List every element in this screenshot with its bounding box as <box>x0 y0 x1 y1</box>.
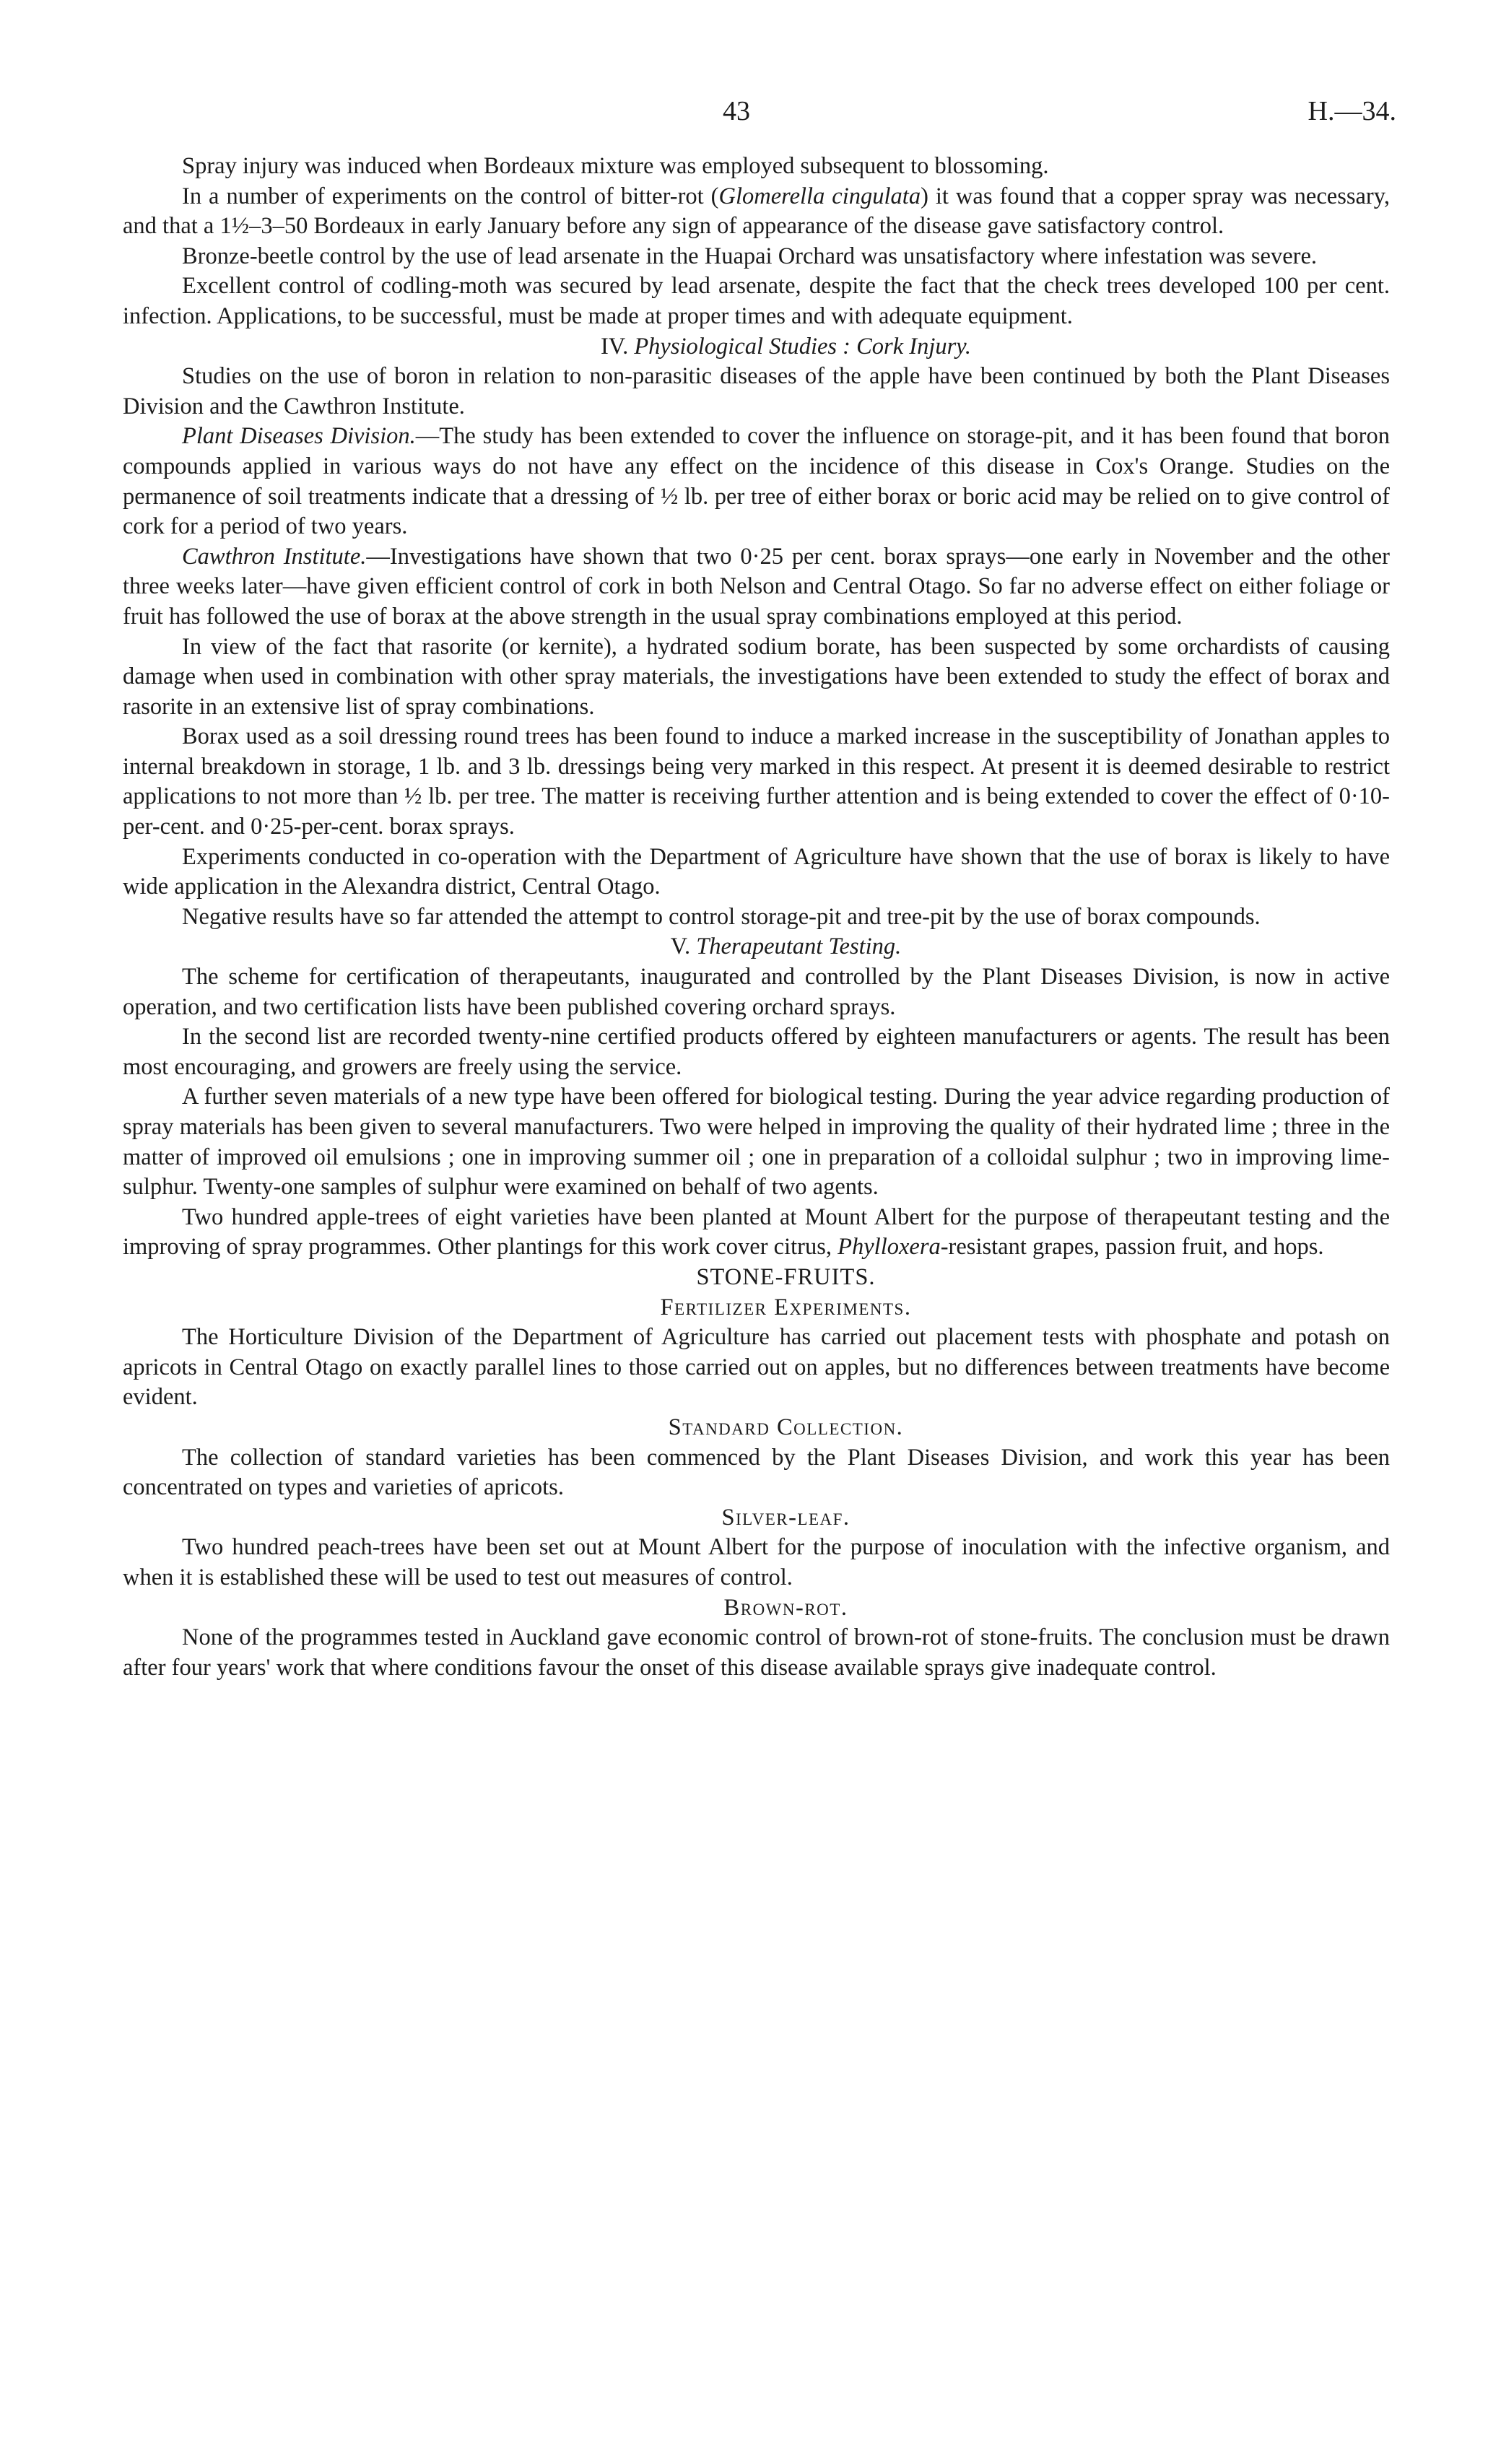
paragraph-fertilizer-experiments: The Horticulture Division of the Department of Agriculture has carried out placement tests with phosphate and potash on apricots in Central Otago on exactly parallel lines to those carried out on apples, but no differences between treatments have become evident. <box>123 1324 1390 1411</box>
paragraph-certification-scheme: The scheme for certification of therapeutants, inaugurated and controlled by the Plant Diseases Division, is now in active operation, and two certification lists have been published covering orchard sprays. <box>123 964 1390 1020</box>
paragraph-lead-in: Cawthron Institute. <box>182 543 367 570</box>
text-fragment: ) it was found that a copper spray was necessary, and that a 1½–3–50 Bordeaux in early January before any sign of appearance of the disease gave satisfactory control. <box>123 183 1390 240</box>
silver-leaf-heading: Silver-leaf. <box>721 1504 850 1531</box>
section-numeral: IV. <box>600 333 629 360</box>
text-fragment: —Investigations have shown that two 0·25 per cent. borax sprays—one early in November and the other three weeks later—have given efficient control of cork in both Nelson and Central Otago. So far no adverse effect on either foliage or fruit has followed the use of borax at the above strength in the usual spray combinations employed at this period. <box>123 543 1390 630</box>
genus-name: Phylloxera <box>837 1234 941 1261</box>
text-fragment: Two hundred apple-trees of eight varieties have been planted at Mount Albert for the purpose of therapeutant testing and the improving of spray programmes. Other plantings for this work cover citrus, <box>123 1203 1390 1261</box>
paragraph-bitter-rot <box>123 182 1390 242</box>
paragraph-rasorite: In view of the fact that rasorite (or kernite), a hydrated sodium borate, has been suspected by some orchardists of causing damage when used in combination with other spray materials, the investigations have been extended to study the effect of borax and rasorite in an extensive list of spray combinations. <box>123 633 1390 720</box>
paragraph-standard-collection: The collection of standard varieties has been commenced by the Plant Diseases Division, and work this year has been concentrated on types and varieties of apricots. <box>123 1444 1390 1501</box>
document-reference: H.—34. <box>1308 96 1396 126</box>
paragraph-second-list: In the second list are recorded twenty-nine certified products offered by eighteen manufacturers or agents. The result has been most encouraging, and growers are freely using the service. <box>123 1024 1390 1080</box>
section-heading-therapeutant-testing <box>123 932 1390 962</box>
section-numeral: V. <box>670 933 691 960</box>
text-fragment: In a number of experiments on the control of bitter-rot ( <box>182 183 719 209</box>
section-title: Physiological Studies : Cork Injury. <box>634 333 972 360</box>
paragraph-silver-leaf: Two hundred peach-trees have been set out at Mount Albert for the purpose of inoculation with the infective organism, and when it is established these will be used to test out measures of control. <box>123 1534 1390 1590</box>
paragraph-new-materials: A further seven materials of a new type have been offered for biological testing. During the year advice regarding production of spray materials has been given to several manufacturers. Two were helped in improving the quality of their hydrated lime ; three in the matter of improved oil emulsions ; one in improving summer oil ; one in preparation of a colloidal sulphur ; two in improving lime-sulphur. Twenty-one samples of sulphur were examined on behalf of two agents. <box>123 1084 1390 1201</box>
section-heading-physiological-studies <box>123 332 1390 362</box>
paragraph-lead-in: Plant Diseases Division. <box>182 423 416 450</box>
section-title: Therapeutant Testing. <box>696 933 902 960</box>
page-number: 43 <box>723 96 750 126</box>
paragraph-boron-studies: Studies on the use of boron in relation to non-parasitic diseases of the apple have been continued by both the Plant Diseases Division and the Cawthron Institute. <box>123 363 1390 419</box>
stone-fruits-heading: STONE-FRUITS. <box>696 1263 876 1290</box>
paragraph-cawthron-institute <box>123 542 1390 632</box>
paragraph-spray-injury: Spray injury was induced when Bordeaux mixture was employed subsequent to blossoming. <box>182 153 1049 179</box>
paragraph-negative-results: Negative results have so far attended the attempt to control storage-pit and tree-pit by the use of borax compounds. <box>182 903 1261 930</box>
fertilizer-experiments-heading: Fertilizer Experiments. <box>660 1294 912 1320</box>
paragraph-codling-moth: Excellent control of codling-moth was secured by lead arsenate, despite the fact that the check trees developed 100 per cent. infection. Applications, to be successful, must be made at proper times and with adequate equipment. <box>123 273 1390 329</box>
paragraph-plantings <box>123 1203 1390 1263</box>
text-fragment: —The study has been extended to cover the influence on storage-pit, and it has been found that boron compounds applied in various ways do not have any effect on the incidence of this disease in Cox's Orange. Studies on the permanence of soil treatments indicate that a dressing of ½ lb. per tree of either borax or boric acid may be relied on to give control of cork for a period of two years. <box>123 423 1391 540</box>
paragraph-bronze-beetle: Bronze-beetle control by the use of lead arsenate in the Huapai Orchard was unsatisfactory where infestation was severe. <box>182 243 1318 269</box>
body-text <box>123 152 1390 1683</box>
paragraph-brown-rot: None of the programmes tested in Auckland gave economic control of brown-rot of stone-fruits. The conclusion must be drawn after four years' work that where conditions favour the onset of this disease available sprays give inadequate control. <box>123 1624 1390 1681</box>
text-fragment: -resistant grapes, passion fruit, and hops. <box>940 1234 1324 1261</box>
paragraph-borax-soil-dressing: Borax used as a soil dressing round trees has been found to induce a marked increase in the susceptibility of Jonathan apples to internal breakdown in storage, 1 lb. and 3 lb. dressings being very marked in this respect. At present it is deemed desirable to restrict applications to not more than ½ lb. per tree. The matter is receiving further attention and is being extended to cover the effect of 0·10-per-cent. and 0·25-per-cent. borax sprays. <box>123 723 1390 840</box>
species-name: Glomerella cingulata <box>718 183 921 209</box>
paragraph-plant-diseases-division <box>123 422 1390 541</box>
standard-collection-heading: Standard Collection. <box>668 1414 904 1440</box>
paragraph-alexandra-experiments: Experiments conducted in co-operation with the Department of Agriculture have shown that the use of borax is likely to have wide application in the Alexandra district, Central Otago. <box>123 843 1390 900</box>
brown-rot-heading: Brown-rot. <box>723 1594 848 1621</box>
